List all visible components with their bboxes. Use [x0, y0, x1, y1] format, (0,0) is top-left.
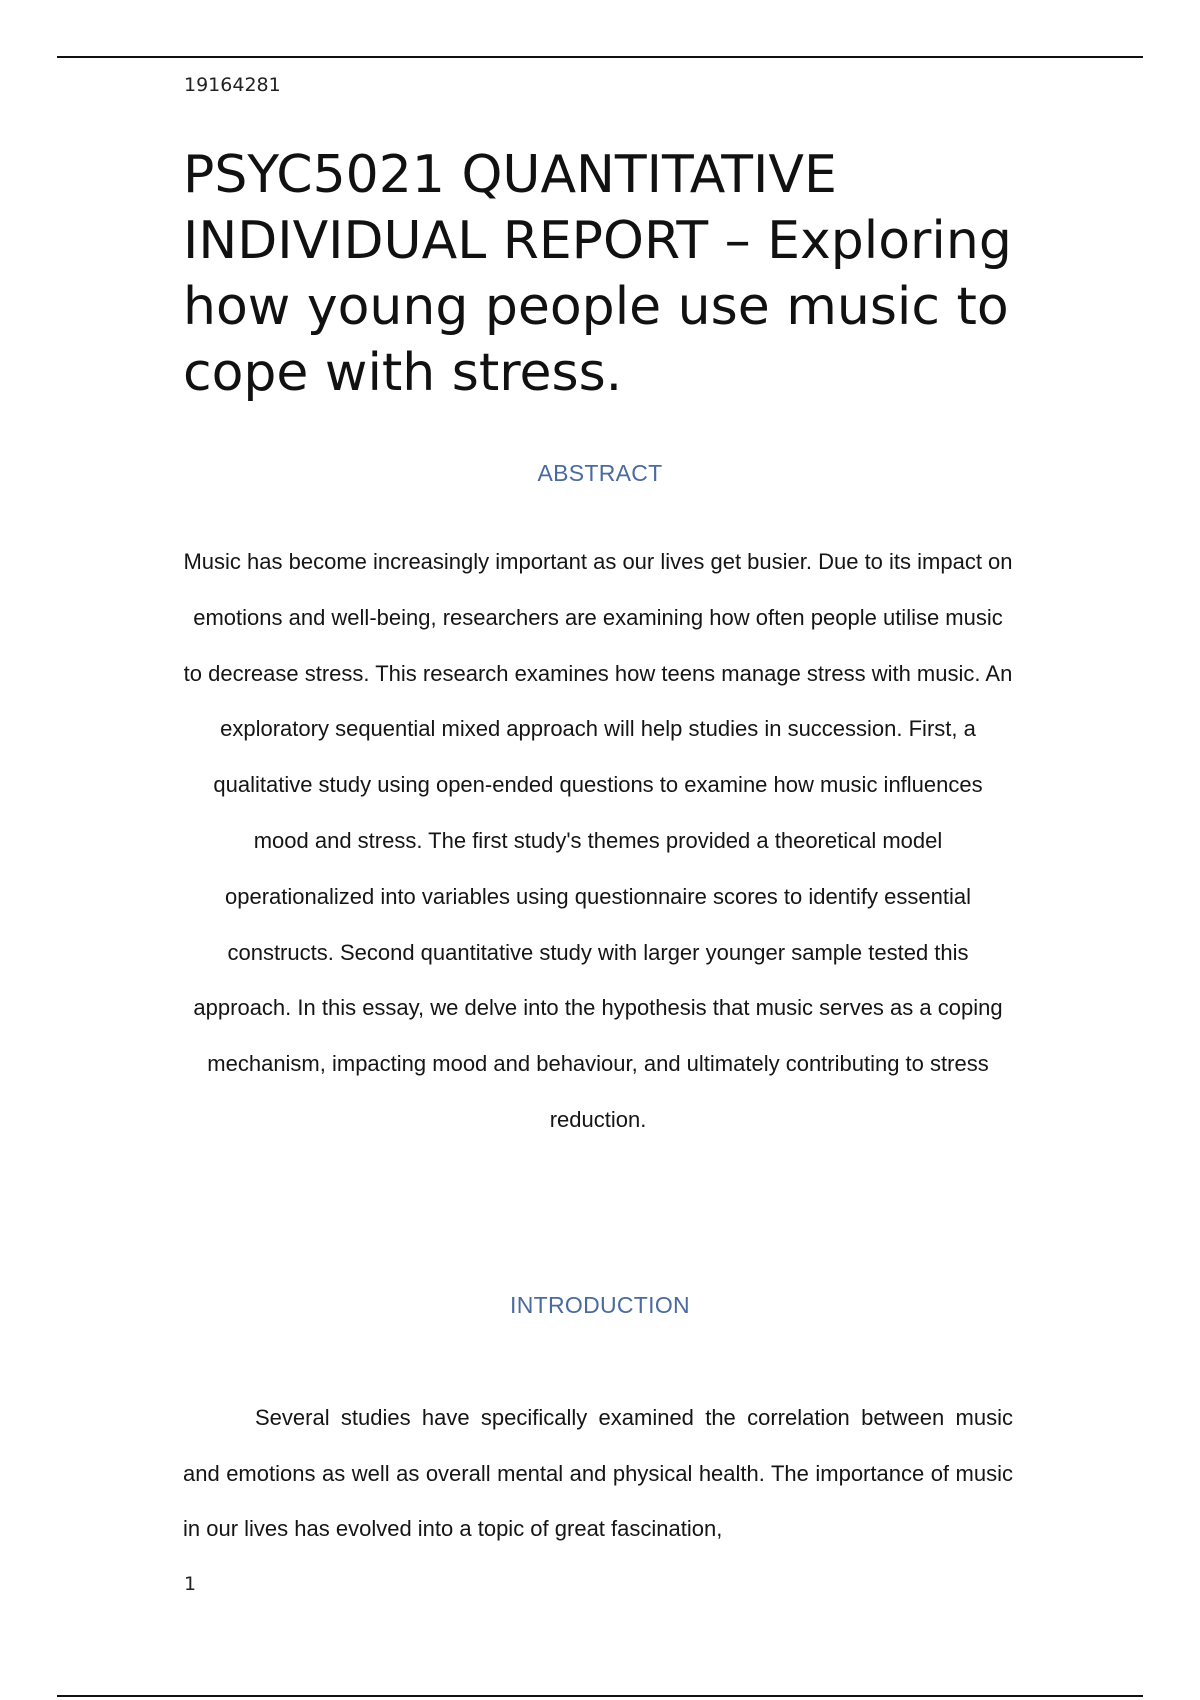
abstract-body: Music has become increasingly important as our lives get busier. Due to its impact on emotions and well-being, researchers are examining how often people utilise music to decrease stress. This research examines how teens manage stress with music. An exploratory sequential mixed approach will help studies in succession. First, a qualitative study using open-ended questions to examine how music influences mood and stress. The first study's themes provided a theoretical model operationalized into variables using questionnaire scores to identify essential constructs. Second quantitative study with larger younger sample tested this approach. In this essay, we delve into the hypothesis that music serves as a coping mechanism, impacting mood and behaviour, and ultimately contributing to stress reduction. — [183, 549, 1013, 1132]
introduction-body: Several studies have specifically examined the correlation between music and emotions as well as overall mental and physical health. The importance of music in our lives has evolved into a topic of great fascination, — [183, 1405, 1013, 1541]
introduction-heading: INTRODUCTION — [510, 1292, 690, 1318]
page-number: 1 — [184, 1573, 197, 1595]
document-title: PSYC5021 QUANTITATIVE INDIVIDUAL REPORT – Exploring how young people use music to cope with stress. — [183, 145, 1012, 403]
student-id: 19164281 — [184, 74, 281, 96]
top-border-line — [57, 56, 1143, 58]
abstract-heading: ABSTRACT — [537, 460, 663, 486]
bottom-border-line — [57, 1695, 1143, 1697]
